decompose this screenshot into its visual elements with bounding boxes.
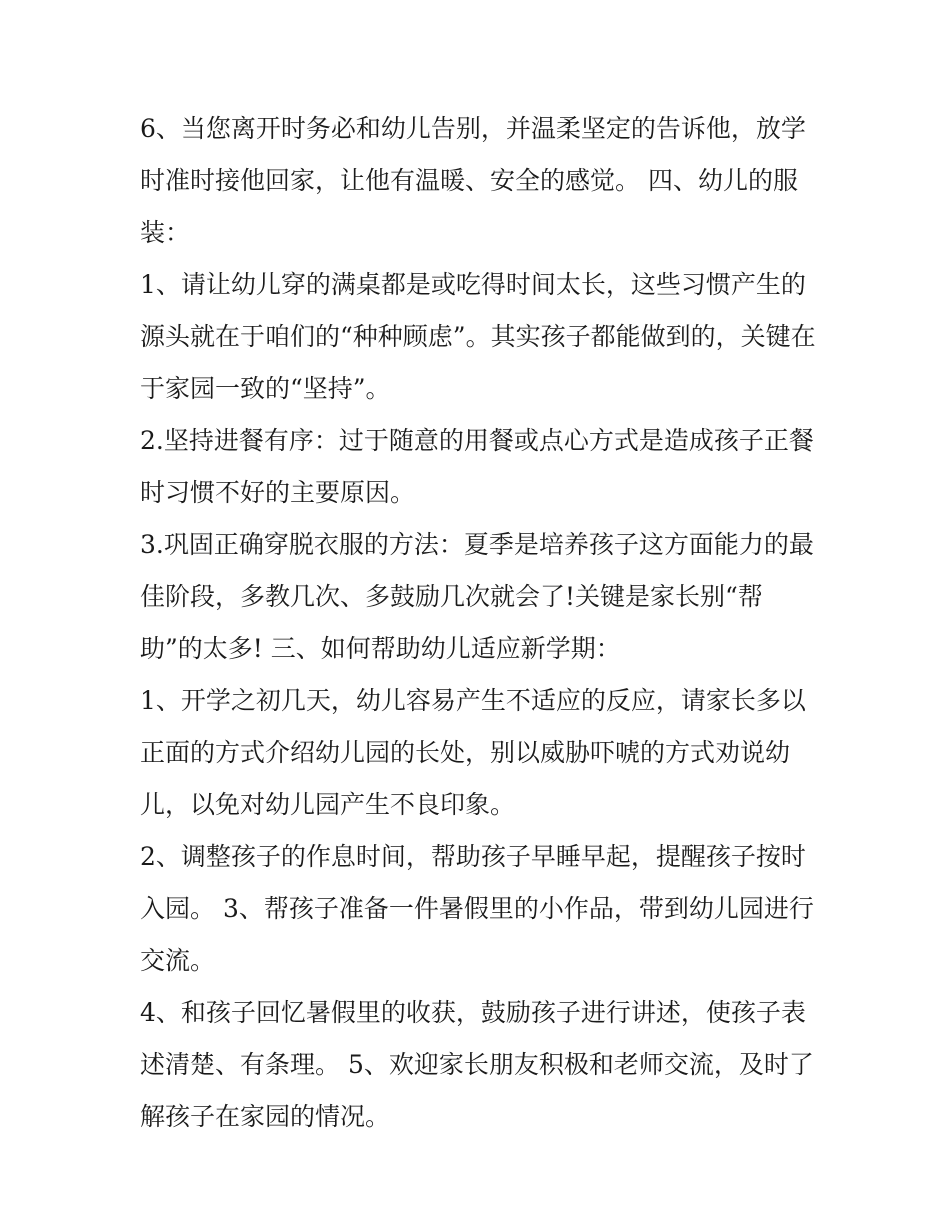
- paragraph-summer-recall-and-communication: 4、和孩子回忆暑假里的收获，鼓励孩子进行讲述，使孩子表述清楚、有条理。 5、欢迎家长朋友积极和老师交流，及时了解孩子在家园的情况。: [140, 998, 814, 1131]
- paragraph-schedule-and-artwork: 2、调整孩子的作息时间，帮助孩子早睡早起，提醒孩子按时入园。 3、帮孩子准备一件暑假里的小作品，带到幼儿园进行交流。: [140, 842, 814, 975]
- paragraph-new-term-adjustment: 1、开学之初几天，幼儿容易产生不适应的反应，请家长多以正面的方式介绍幼儿园的长处，别以威胁吓唬的方式劝说幼儿，以免对幼儿园产生不良印象。: [140, 686, 806, 819]
- paragraph-dressing-skills: 3.巩固正确穿脱衣服的方法：夏季是培养孩子这方面能力的最佳阶段，多教几次、多鼓励几次就会了!关键是家长别“帮助”的太多! 三、如何帮助幼儿适应新学期：: [140, 530, 814, 663]
- paragraph-orderly-meals: 2.坚持进餐有序：过于随意的用餐或点心方式是造成孩子正餐时习惯不好的主要原因。: [140, 426, 814, 507]
- paragraph-eating-habits: 1、请让幼儿穿的满桌都是或吃得时间太长，这些习惯产生的源头就在于咱们的“种种顾虑”。其实孩子都能做到的，关键在于家园一致的“坚持”。: [140, 270, 816, 403]
- paragraph-farewell-and-clothing: 6、当您离开时务必和幼儿告别，并温柔坚定的告诉他，放学时准时接他回家，让他有温暖、安全的感觉。 四、幼儿的服装：: [140, 114, 806, 247]
- document-body: [140, 103, 820, 1143]
